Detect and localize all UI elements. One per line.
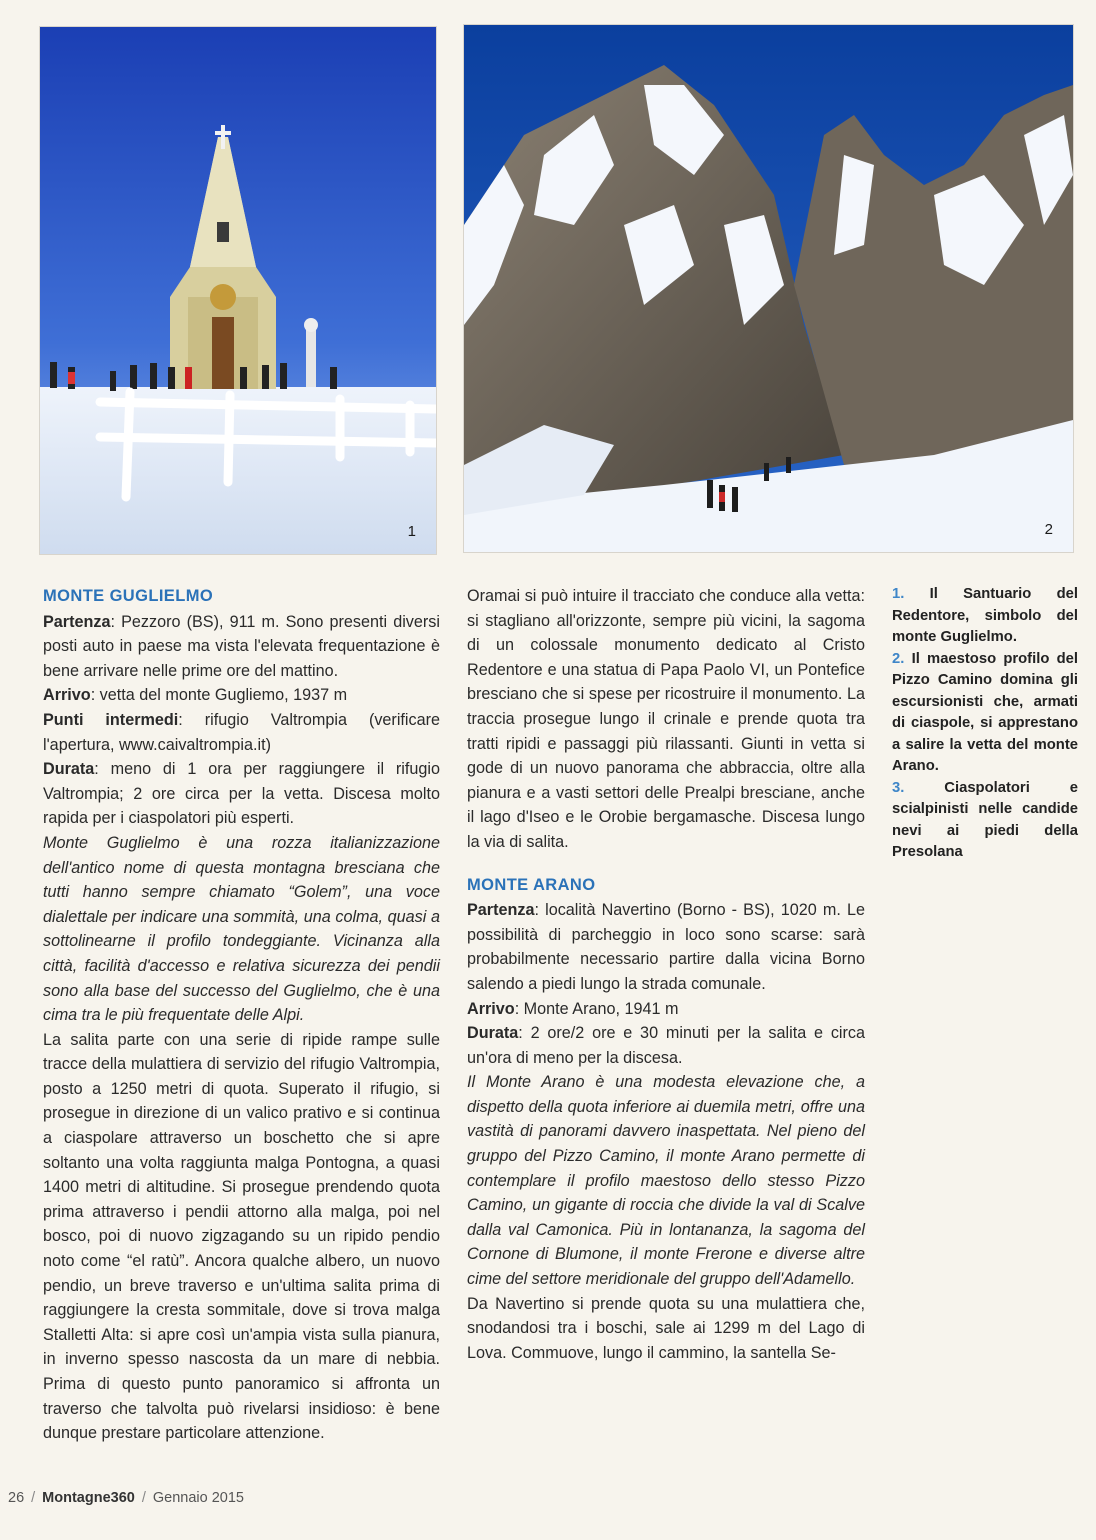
caption-number: 1.	[892, 586, 905, 602]
issue-date: Gennaio 2015	[152, 1490, 244, 1506]
photo-monte-guglielmo	[40, 27, 436, 554]
caption-number: 3.	[892, 779, 905, 796]
label-durata: Durata	[43, 760, 95, 779]
caption-2	[892, 649, 1078, 778]
label-arrivo: Arrivo	[467, 999, 515, 1018]
info-partenza	[43, 610, 440, 684]
info-durata	[43, 757, 440, 831]
photo-number: 1	[407, 523, 416, 540]
info-arrivo	[43, 683, 440, 708]
label-punti-intermedi: Punti intermedi	[43, 710, 179, 729]
snowy-peaks-photo	[464, 25, 1073, 552]
info-arrivo	[467, 997, 865, 1022]
text-partenza: : Pezzoro (BS), 911 m. Sono presenti diversi posti auto in paese ma vista l'elevata frequentazione è bene arrivare nelle prime ore del mattino.	[43, 612, 440, 680]
caption-3	[892, 778, 1078, 864]
continuation-paragraph: Oramai si può intuire il tracciato che conduce alla vetta: si stagliano all'orizzonte, sempre più vicini, la sagoma di un colossale monumento dedicato al Cristo Redentore e una statua di Papa Paolo VI, un Pontefice bresciano che si spese per ricostruire il monumento. La traccia prosegue lungo il crinale e prende quota tra tratti ripidi e passaggi più rilassanti. Giunti in vetta si gode di un nuovo panorama che abbraccia, oltre alla pianura e a vasti settori delle Prealpi bresciane, anche il lago d'Iseo e le Orobie bergamasche. Discesa lungo la via di salita.	[467, 587, 865, 851]
text-arrivo: : Monte Arano, 1941 m	[514, 999, 679, 1018]
church-summit-photo	[40, 27, 436, 554]
caption-text: Il maestoso profilo del Pizzo Camino domina gli escursionisti che, armati di ciaspole, si apprestano a salire la vetta del monte Arano.	[892, 650, 1078, 774]
info-partenza	[467, 898, 865, 996]
page-number: 26	[8, 1490, 25, 1506]
page-footer	[8, 1490, 244, 1506]
intro-paragraph: Monte Guglielmo è una rozza italianizzazione dell'antico nome di questa montagna bresciana che tutti hanno sempre chiamato “Golem”, una voce dialettale per indicare una sommità, una colma, quasi a sottolinearne il profilo tondeggiante. Vicinanza alla città, facilità d'accesso e relativa sicurezza dei pendii sono alla base del successo del Guglielmo, che è una cima tra le più frequentate delle Alpi.	[43, 833, 440, 1025]
article-column-1	[43, 584, 440, 1446]
label-partenza: Partenza	[467, 901, 535, 920]
info-punti-intermedi	[43, 708, 440, 757]
footer-separator: /	[31, 1490, 36, 1506]
photo-pizzo-camino	[464, 25, 1073, 552]
text-durata: : meno di 1 ora per raggiungere il rifugio Valtrompia; 2 ore circa per la vetta. Discesa molto rapida per i ciaspolatori più esperti.	[43, 760, 440, 828]
caption-text: Il Santuario del Redentore, simbolo del monte Guglielmo.	[892, 586, 1078, 645]
text-durata: : 2 ore/2 ore e 30 minuti per la salita e circa un'ora di meno per la discesa.	[467, 1024, 865, 1067]
intro-paragraph: Il Monte Arano è una modesta elevazione che, a dispetto della quota inferiore ai duemila metri, offre una vastità di panorami davvero inaspettata. Nel pieno del gruppo del Pizzo Camino, il monte Arano permette di contemplare il profilo maestoso dello stesso Pizzo Camino, un gigante di roccia che divide la val di Scalve dalla val Camonica. Più in lontananza, la sagoma del Cornone di Blumone, il monte Frerone e diverse altre cime del settore meridionale del gruppo dell'Adamello.	[467, 1073, 865, 1289]
info-durata	[467, 1021, 865, 1070]
text-punti-intermedi: : rifugio Valtrompia (verificare l'apertura, www.caivaltrompia.it)	[43, 710, 440, 754]
caption-text: Ciaspolatori e scialpinisti nelle candide nevi ai piedi della Presolana	[892, 779, 1078, 860]
article-column-2	[467, 584, 865, 1365]
magazine-name: Montagne360	[42, 1490, 135, 1506]
section-heading-monte-guglielmo: MONTE GUGLIELMO	[43, 587, 214, 605]
photo-number: 2	[1044, 521, 1053, 538]
footer-separator: /	[141, 1490, 146, 1506]
text-arrivo: : vetta del monte Gugliemo, 1937 m	[90, 686, 348, 705]
body-paragraph: La salita parte con una serie di ripide rampe sulle tracce della mulattiera di servizio del rifugio Valtrompia, posto a 1250 metri di quota. Superato il rifugio, si prosegue in direzione di un valico prativo e si continua a ciaspolare attraverso un boschetto che si apre soltanto una volta raggiunta malga Pontogna, a quasi 1400 metri di altitudine. Si prosegue prendendo quota prima attraverso i pendii attorno alla malga, poi nel bosco, poi di nuovo zigzagando su un ripido pendio noto come “el ratù”. Ancora qualche albero, un nuovo pendio, un breve traverso e un'ultima salita prima di raggiungere la cresta sommitale, dove si trova malga Stalletti Alta: si apre così un'ampia vista sulla pianura, in inverno spesso nascosta da un mare di nebbia. Prima di questo punto panoramico si affronta un traverso che talvolta può rivelarsi insidioso: è bene dunque prestare particolare attenzione.	[43, 1030, 440, 1443]
text-partenza: : località Navertino (Borno - BS), 1020 m. Le possibilità di parcheggio in loco sono scarse: sarà probabilmente necessario partire dalla vicina Borno salendo a piedi lungo la strada comunale.	[467, 901, 865, 993]
section-heading-monte-arano: MONTE ARANO	[467, 875, 596, 894]
photo-captions	[892, 584, 1078, 864]
caption-1	[892, 584, 1078, 649]
caption-number: 2.	[892, 650, 905, 667]
body-paragraph: Da Navertino si prende quota su una mulattiera che, snodandosi tra i boschi, sale ai 1299 m del Lago di Lova. Commuove, lungo il cammino, la santella Se-	[467, 1294, 865, 1362]
label-partenza: Partenza	[43, 612, 111, 631]
label-durata: Durata	[467, 1024, 519, 1043]
label-arrivo: Arrivo	[43, 686, 91, 705]
